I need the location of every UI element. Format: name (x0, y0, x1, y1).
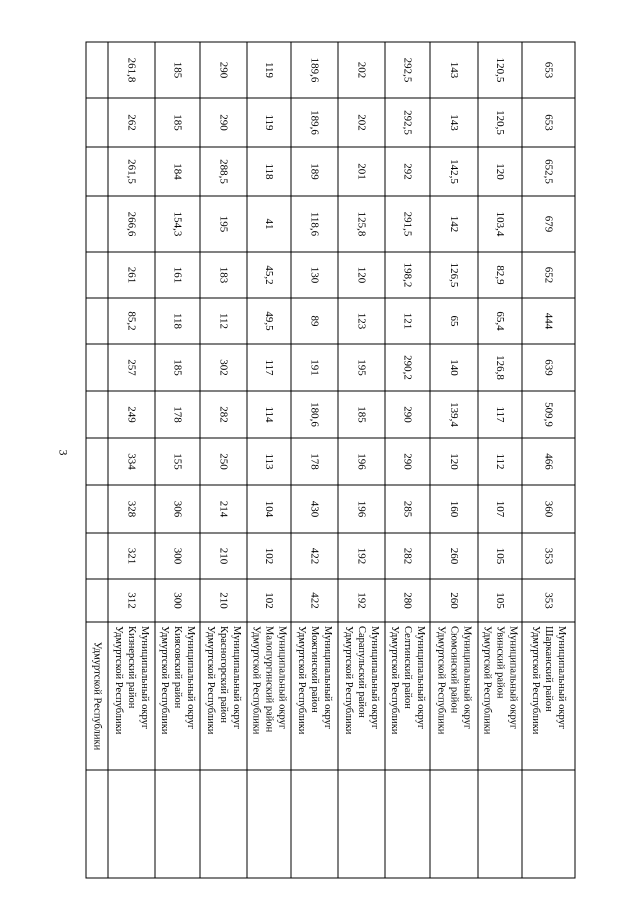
table-cell: 430 (308, 500, 321, 518)
table-cell: 126,8 (494, 355, 506, 380)
table-cell: 189 (308, 163, 321, 180)
table-cell: 120 (494, 163, 506, 180)
table-cell: 422 (308, 547, 321, 565)
table-cell: 49,5 (263, 311, 275, 331)
table-cell: 105 (494, 592, 506, 609)
table-cell: 290 (217, 114, 230, 131)
table-cell: 155 (171, 453, 184, 470)
table-cell: 282 (401, 547, 414, 565)
table-cell: 130 (308, 266, 321, 284)
region-name-line: Удмуртской Республики (159, 626, 170, 735)
table-cell: 192 (355, 592, 368, 609)
region-name-line: Красногорский район (218, 626, 229, 724)
table-cell: 653 (542, 114, 555, 131)
region-name-line: Малопургинский район (263, 626, 275, 733)
table-cell: 302 (217, 359, 230, 376)
table-cell: 160 (448, 500, 460, 518)
table-cell: 260 (448, 547, 460, 565)
region-name-line: Киясовский район (172, 626, 183, 709)
table-cell: 65 (448, 315, 460, 327)
table-cell: 210 (217, 547, 230, 565)
region-name-line: Удмуртской Республики (296, 626, 307, 735)
table-cell: 41 (263, 218, 275, 230)
table-cell: 103,4 (494, 211, 506, 237)
table-cell: 285 (401, 500, 414, 518)
table-cell: 261,8 (125, 57, 138, 83)
table-cell: 125,8 (355, 211, 368, 237)
region-name-line: Удмуртской Республики (343, 626, 354, 735)
region-name-line: Муниципальный округ (139, 626, 150, 730)
table-cell: 422 (308, 592, 321, 609)
table-cell: 353 (542, 547, 555, 565)
table-cell: 679 (542, 215, 555, 233)
table-cell: 290 (401, 406, 414, 423)
table-cell: 107 (494, 500, 506, 518)
table-cell: 312 (125, 592, 138, 609)
region-name-line: Муниципальный округ (556, 626, 567, 730)
table-cell: 300 (171, 592, 184, 609)
table-cell: 328 (125, 500, 138, 518)
table-cell: 142,5 (448, 159, 460, 184)
region-name-line: Удмуртской Республики (389, 626, 400, 735)
table-cell: 178 (171, 406, 184, 423)
table-cell: 118 (263, 163, 275, 180)
table-cell: 120 (355, 266, 368, 284)
table-cell: 184 (171, 163, 184, 180)
table-cell: 104 (263, 500, 275, 518)
table-cell: 113 (263, 453, 275, 470)
region-name-line: Кизнерский район (126, 626, 137, 709)
table-cell: 202 (355, 61, 368, 79)
table-cell: 292,5 (401, 57, 414, 83)
region-name-line: Муниципальный округ (461, 626, 473, 730)
table-cell: 334 (125, 453, 138, 470)
table-cell: 105 (494, 547, 506, 565)
table-cell: 509,9 (542, 402, 555, 427)
table-cell: 201 (355, 163, 368, 180)
table-cell: 142 (448, 215, 460, 233)
page-number: 3 (56, 449, 71, 456)
table-cell: 202 (355, 114, 368, 131)
table-cell: 444 (542, 312, 555, 330)
table-cell: 195 (217, 215, 230, 233)
table-cell: 196 (355, 500, 368, 518)
region-name-line: Увинский район (494, 626, 506, 699)
region-name-line: Удмуртской Республики (435, 626, 447, 735)
table-cell: 191 (308, 359, 321, 376)
region-name-line: Удмуртской Республики (91, 641, 103, 751)
table-cell: 291,5 (401, 211, 414, 237)
region-name-line: Муниципальный округ (507, 626, 519, 730)
table-cell: 652 (542, 266, 555, 284)
table-cell: 639 (542, 359, 555, 376)
table-cell: 154,3 (171, 211, 184, 237)
region-name-line: Муниципальный округ (369, 626, 380, 730)
table-cell: 306 (171, 500, 184, 518)
table-cell: 82,9 (494, 265, 506, 285)
table-cell: 117 (494, 406, 506, 423)
table-cell: 250 (217, 453, 230, 470)
table-cell: 257 (125, 359, 138, 376)
table-cell: 196 (355, 453, 368, 470)
table-cell: 121 (401, 312, 414, 330)
table-cell: 189,6 (308, 110, 321, 135)
table-cell: 139,4 (448, 402, 460, 427)
table-cell: 185 (171, 114, 184, 131)
region-name-line: Можгинский район (309, 626, 320, 713)
table-cell: 214 (217, 500, 230, 518)
table-cell: 266,6 (125, 211, 138, 237)
table-cell: 353 (542, 592, 555, 609)
table-cell: 195 (355, 359, 368, 376)
table-cell: 290 (217, 61, 230, 79)
table-cell: 126,5 (448, 262, 460, 288)
table-cell: 292 (401, 163, 414, 180)
region-name-line: Сарапульский район (356, 626, 367, 718)
table-cell: 102 (263, 592, 275, 609)
table-cell: 143 (448, 61, 460, 79)
table-cell: 360 (542, 500, 555, 518)
table-cell: 119 (263, 61, 275, 79)
table-cell: 466 (542, 453, 555, 470)
table-cell: 120,5 (494, 110, 506, 135)
table-cell: 180,6 (308, 402, 321, 427)
table-cell: 112 (217, 312, 230, 330)
table-cell: 249 (125, 406, 138, 423)
table-cell: 65,4 (494, 311, 506, 331)
table-cell: 118,6 (308, 211, 321, 237)
table-cell: 261 (125, 266, 138, 284)
table-cell: 321 (125, 547, 138, 565)
region-name-line: Удмуртской Республики (530, 626, 541, 735)
region-name-line: Удмуртской Республики (113, 626, 124, 735)
table-cell: 118 (171, 312, 184, 330)
table-cell: 261,5 (125, 159, 138, 184)
table-cell: 292,5 (401, 110, 414, 135)
table-cell: 260 (448, 592, 460, 609)
table-cell: 185 (171, 359, 184, 376)
table-cell: 123 (355, 312, 368, 330)
table-cell: 653 (542, 61, 555, 79)
region-name-line: Муниципальный округ (276, 626, 288, 730)
region-name-line: Муниципальный округ (185, 626, 196, 730)
table-cell: 85,2 (125, 311, 138, 331)
table-cell: 119 (263, 114, 275, 131)
table-cell: 189,6 (308, 57, 321, 83)
table-cell: 178 (308, 453, 321, 470)
table-cell: 290,2 (401, 355, 414, 380)
table-cell: 114 (263, 406, 275, 423)
table-cell: 102 (263, 547, 275, 565)
table-cell: 120 (448, 453, 460, 470)
table-cell: 192 (355, 547, 368, 565)
region-name-line: Муниципальный округ (415, 626, 426, 730)
table-cell: 300 (171, 547, 184, 565)
table-cell: 282 (217, 406, 230, 423)
table-cell: 161 (171, 266, 184, 284)
table-cell: 262 (125, 114, 138, 131)
table-cell: 140 (448, 359, 460, 376)
table-cell: 280 (401, 592, 414, 609)
table-cell: 185 (171, 61, 184, 79)
table-cell: 120,5 (494, 57, 506, 83)
region-name-line: Сюмсинский район (448, 626, 460, 714)
table-cell: 198,2 (401, 262, 414, 288)
table-cell: 210 (217, 592, 230, 609)
table-cell: 117 (263, 359, 275, 376)
table-cell: 290 (401, 453, 414, 470)
table-cell: 185 (355, 406, 368, 423)
region-name-line: Селтинский район (402, 626, 413, 709)
region-name-line: Муниципальный округ (322, 626, 333, 730)
region-name-line: Шарканский район (543, 626, 554, 712)
table-cell: 652,5 (542, 159, 555, 184)
table-cell: 45,2 (263, 265, 275, 285)
region-name-line: Удмуртской Республики (250, 626, 262, 735)
table-cell: 112 (494, 453, 506, 470)
region-name-line: Удмуртской Республики (205, 626, 216, 735)
table-cell: 143 (448, 114, 460, 131)
region-name-line: Муниципальный округ (231, 626, 242, 730)
table-cell: 183 (217, 266, 230, 284)
table-cell: 89 (308, 315, 321, 327)
table-cell: 288,5 (217, 159, 230, 184)
region-name-line: Удмуртской Республики (481, 626, 493, 735)
